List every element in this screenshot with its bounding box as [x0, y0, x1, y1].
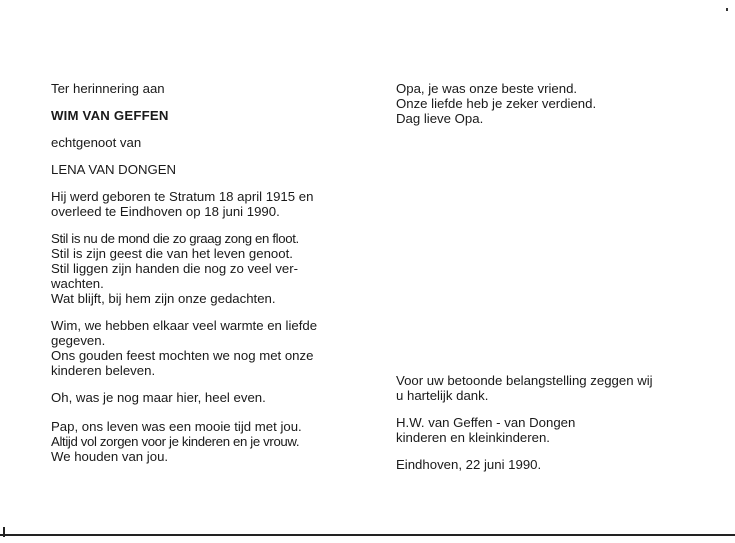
poem-line: Wat blijft, bij hem zijn onze gedachten. [51, 291, 276, 306]
thanks-line: Voor uw betoonde belangstelling zeggen wij [396, 373, 653, 388]
poem-line: Stil liggen zijn handen die nog zo veel ver- [51, 261, 299, 276]
verse-line: Opa, je was onze beste vriend. [396, 81, 578, 96]
intro-text: Ter herinnering aan [51, 81, 165, 96]
card-bottom-edge [0, 534, 735, 536]
card-left-edge-mark [3, 527, 5, 537]
scan-mark [726, 8, 728, 11]
left-column [51, 81, 341, 464]
poem-line: We houden van jou. [51, 449, 169, 464]
grandchildren-verse [396, 81, 696, 126]
bio-line: overleed te Eindhoven op 18 juni 1990. [51, 204, 280, 219]
relation-text: echtgenoot van [51, 135, 142, 150]
poem-line: Stil is zijn geest die van het leven genoot. [51, 246, 293, 261]
poem-line: wachten. [51, 276, 104, 291]
poem-line: kinderen beleven. [51, 363, 156, 378]
place-date: Eindhoven, 22 juni 1990. [396, 457, 542, 472]
poem-line: Stil is nu de mond die zo graag zong en floot. [51, 231, 299, 246]
bio-line: Hij werd geboren te Stratum 18 april 1915 en [51, 189, 314, 204]
family-line: H.W. van Geffen - van Dongen [396, 415, 576, 430]
poem-line: gegeven. [51, 333, 106, 348]
poem-stanza-1 [51, 231, 341, 306]
family-line: kinderen en kleinkinderen. [396, 430, 550, 445]
poem-stanza-2 [51, 318, 341, 378]
poem-line: Altijd vol zorgen voor je kinderen en je vrouw. [51, 434, 300, 449]
family-signature [396, 415, 696, 445]
verse-line: Dag lieve Opa. [396, 111, 484, 126]
poem-line: Pap, ons leven was een mooie tijd met jou. [51, 419, 302, 434]
poem-stanza-3 [51, 390, 341, 405]
poem-line: Ons gouden feest mochten we nog met onze [51, 348, 314, 363]
thanks-line: u hartelijk dank. [396, 388, 489, 403]
thanks-paragraph [396, 373, 696, 403]
deceased-name: WIM VAN GEFFEN [51, 108, 169, 123]
biography-paragraph [51, 189, 341, 219]
right-column-bottom [396, 373, 696, 472]
right-column-top [396, 81, 696, 126]
verse-line: Onze liefde heb je zeker verdiend. [396, 96, 597, 111]
poem-line: Wim, we hebben elkaar veel warmte en liefde [51, 318, 318, 333]
poem-line: Oh, was je nog maar hier, heel even. [51, 390, 266, 405]
poem-stanza-4 [51, 419, 341, 464]
spouse-name: LENA VAN DONGEN [51, 162, 177, 177]
